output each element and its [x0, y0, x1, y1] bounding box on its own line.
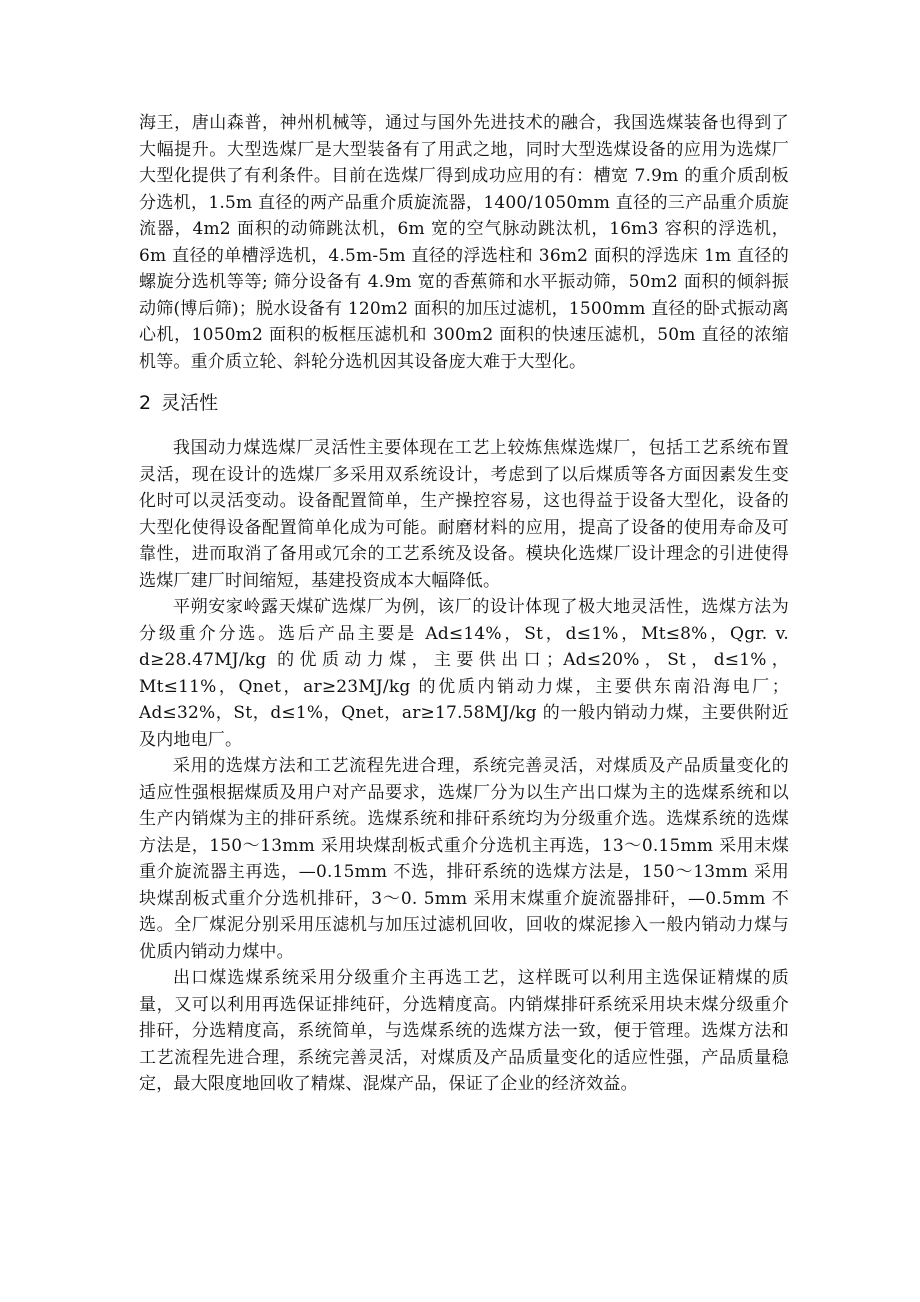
- paragraph-pingshuo-example: 平朔安家岭露天煤矿选煤厂为例，该厂的设计体现了极大地灵活性，选煤方法为分级重介分选。选后产品主要是 Ad≤14%，St，d≤1%，Mt≤8%，Qgr. v. d≥28.47MJ/kg 的优质动力煤，主要供出口；Ad≤20%，St，d≤1%，Mt≤11%，Qnet，ar≥23MJ/kg 的优质内销动力煤，主要供东南沿海电厂；Ad≤32%，St，d≤1%，Qnet，ar≥17.58MJ/kg 的一般内销动力煤，主要供附近及内地电厂。: [139, 597, 789, 750]
- section-number: 2: [139, 392, 152, 414]
- paragraph-export-system: 出口煤选煤系统采用分级重介主再选工艺，这样既可以利用主选保证精煤的质量，又可以利用再选保证排纯矸，分选精度高。内销煤排矸系统采用块末煤分级重介排矸，分选精度高，系统简单，与选煤系统的选煤方法一致，便于管理。选煤方法和工艺流程先进合理，系统完善灵活，对煤质及产品质量变化的适应性强，产品质量稳定，最大限度地回收了精煤、混煤产品，保证了企业的经济效益。: [139, 968, 789, 1094]
- paragraph-equipment-list: 海王，唐山森普，神州机械等，通过与国外先进技术的融合，我国选煤装备也得到了大幅提升。大型选煤厂是大型装备有了用武之地，同时大型选煤设备的应用为选煤厂大型化提供了有利条件。目前在选煤厂得到成功应用的有：槽宽 7.9m 的重介质刮板分选机，1.5m 直径的两产品重介质旋流器，1400/1050mm 直径的三产品重介质旋流器，4m2 面积的动筛跳汰机，6m 宽的空气脉动跳汰机，16m3 容积的浮选机，6m 直径的单槽浮选机，4.5m-5m 直径的浮选柱和 36m2 面积的浮选床 1m 直径的螺旋分选机等等; 筛分设备有 4.9m 宽的香蕉筛和水平振动筛，50m2 面积的倾斜振动筛(博后筛)；脱水设备有 120m2 面积的加压过滤机，1500mm 直径的卧式振动离心机，1050m2 面积的板框压滤机和 300m2 面积的快速压滤机，50m 直径的浓缩机等。重介质立轮、斜轮分选机因其设备庞大难于大型化。: [139, 113, 789, 372]
- paragraph-process-methods: 采用的选煤方法和工艺流程先进合理，系统完善灵活，对煤质及产品质量变化的适应性强根据煤质及用户对产品要求，选煤厂分为以生产出口煤为主的选煤系统和以生产内销煤为主的排矸系统。选煤系统和排矸系统均为分级重介选。选煤系统的选煤方法是，150～13mm 采用块煤刮板式重介分选机主再选，13～0.15mm 采用末煤重介旋流器主再选，—0.15mm 不选，排矸系统的选煤方法是，150～13mm 采用块煤刮板式重介分选机排矸，3～0. 5mm 采用末煤重介旋流器排矸，—0.5mm 不选。全厂煤泥分别采用压滤机与加压过滤机回收，回收的煤泥掺入一般内销动力煤与优质内销动力煤中。: [139, 756, 789, 962]
- paragraph-flexibility-intro: 我国动力煤选煤厂灵活性主要体现在工艺上较炼焦煤选煤厂，包括工艺系统布置灵活，现在设计的选煤厂多采用双系统设计，考虑到了以后煤质等各方面因素发生变化时可以灵活变动。设备配置简单，生产操控容易，这也得益于设备大型化，设备的大型化使得设备配置简单化成为可能。耐磨材料的应用，提高了设备的使用寿命及可靠性，进而取消了备用或冗余的工艺系统及设备。模块化选煤厂设计理念的引进使得选煤厂建厂时间缩短，基建投资成本大幅降低。: [139, 438, 789, 591]
- document-page: [139, 110, 789, 1098]
- section-title: 灵活性: [161, 392, 219, 414]
- section-heading: [139, 389, 789, 417]
